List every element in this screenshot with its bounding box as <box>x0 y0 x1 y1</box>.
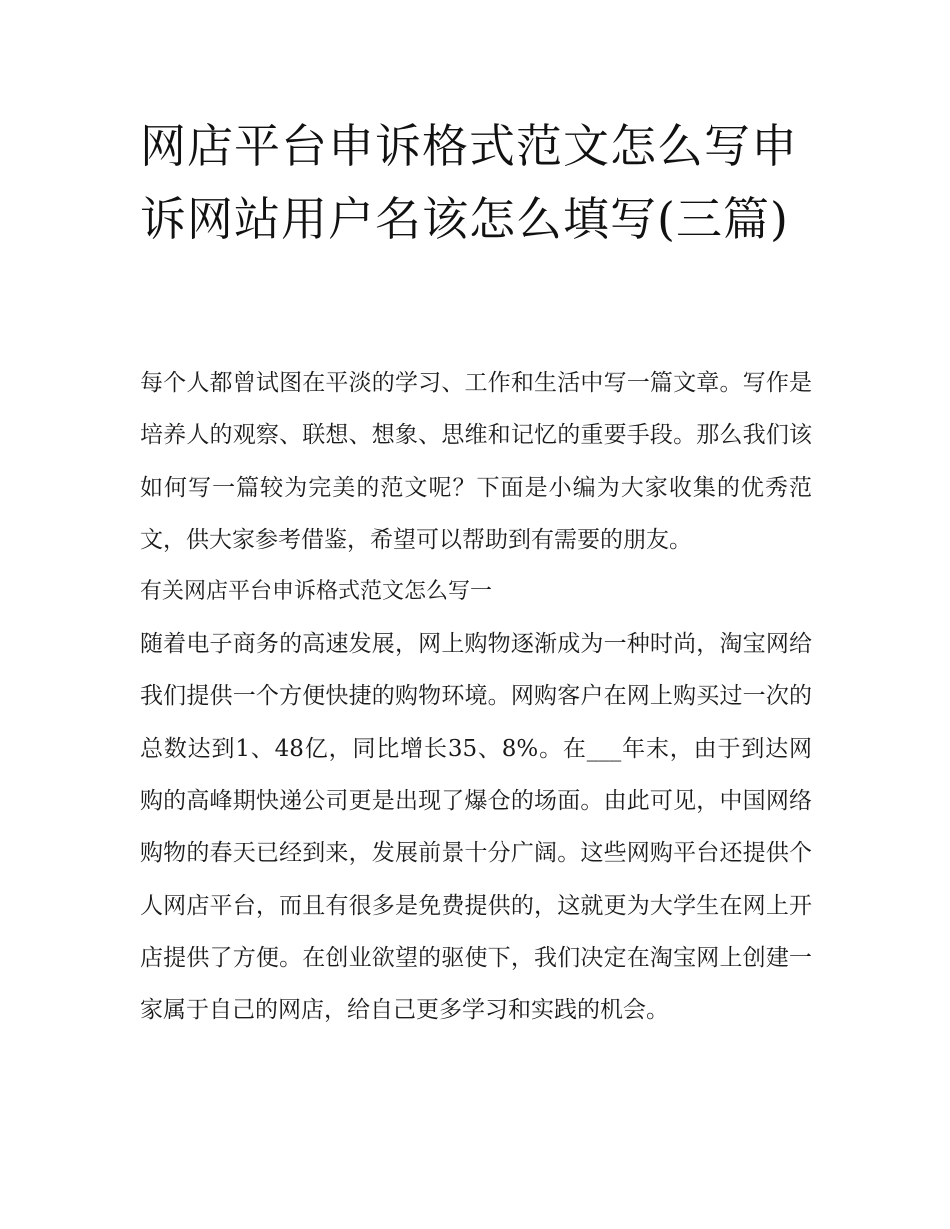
document-title: 网店平台申诉格式范文怎么写申诉网站用户名该怎么填写(三篇) <box>140 119 798 246</box>
document-body <box>140 357 812 1037</box>
section-heading: 有关网店平台申诉格式范文怎么写一 <box>140 579 493 605</box>
intro-paragraph: 每个人都曾试图在平淡的学习、工作和生活中写一篇文章。写作是培养人的观察、联想、想象、思维和记忆的重要手段。那么我们该如何写一篇较为完美的范文呢？下面是小编为大家收集的优秀范文，供大家参考借鉴，希望可以帮助到有需要的朋友。 <box>140 370 812 553</box>
section-paragraph: 随着电子商务的高速发展，网上购物逐渐成为一种时尚，淘宝网给我们提供一个方便快捷的购物环境。网购客户在网上购买过一次的总数达到1、48亿，同比增长35、8%。在___年末，由于到达网购的高峰期快递公司更是出现了爆仓的场面。由此可见，中国网络购物的春天已经到来，发展前景十分广阔。这些网购平台还提供个人网店平台，而且有很多是免费提供的，这就更为大学生在网上开店提供了方便。在创业欲望的驱使下，我们决定在淘宝网上创建一家属于自己的网店，给自己更多学习和实践的机会。 <box>140 631 812 1024</box>
